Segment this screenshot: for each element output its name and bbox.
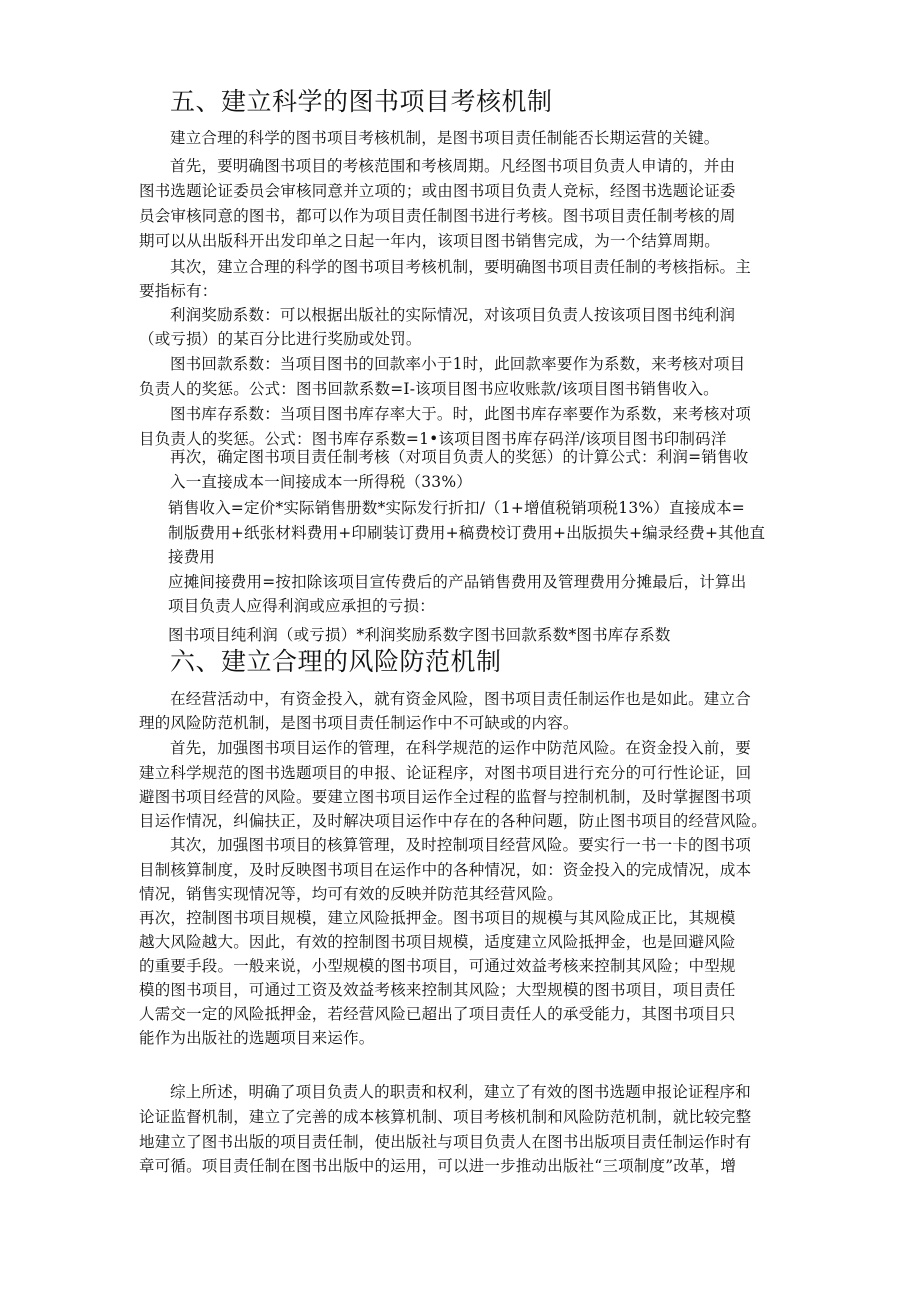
text-line: 其次，建立合理的科学的图书项目考核机制，要明确图书项目责任制的考核指标。主	[170, 258, 751, 276]
text-line: 图书库存系数：当项目图书库存率大于。时，此图书库存率要作为系数，来考核对项	[170, 405, 751, 423]
text-line: 制版费用+纸张材料费用+印刷装订费用+稿费校订费用+出版损失+编录经费+其他直	[168, 524, 766, 542]
text-line: 建立科学规范的图书选题项目的申报、论证程序，对图书项目进行充分的可行性论证，回	[139, 764, 752, 782]
text-line: 情况，销售实现情况等，均可有效的反映并防范其经营风险。	[139, 885, 563, 903]
text-line: 的重要手段。一般来说，小型规模的图书项目，可通过效益考核来控制其风险；中型规	[139, 957, 736, 975]
text-line: 项目负责人应得利润或应承担的亏损：	[168, 597, 435, 615]
text-line: 再次，确定图书项目责任制考核（对项目负责人的奖惩）的计算公式：利润=销售收	[170, 448, 749, 466]
section-6-heading: 六、建立合理的风险防范机制	[170, 647, 502, 676]
text-line: 人需交一定的风险抵押金，若经营风险已超出了项目责任人的承受能力，其图书项目只	[139, 1005, 736, 1023]
text-line: 越大风险越大。因此，有效的控制图书项目规模，适度建立风险抵押金，也是回避风险	[139, 933, 736, 951]
text-line: 销售收入=定价*实际销售册数*实际发行折扣/（1+增值税销项税13%）直接成本=	[168, 499, 745, 517]
text-line: 负责人的奖惩。公式：图书回款系数=I-该项目图书应收账款/该项目图书销售收入。	[139, 380, 719, 398]
text-line: 地建立了图书出版的项目责任制，使出版社与项目负责人在图书出版项目责任制运作时有	[139, 1133, 752, 1151]
text-line: 章可循。项目责任制在图书出版中的运用，可以进一步推动出版社“三项制度”改革，增	[139, 1157, 737, 1175]
text-line: 利润奖励系数：可以根据出版社的实际情况，对该项目负责人按该项目图书纯利润	[170, 306, 736, 324]
text-line: （或亏损）的某百分比进行奖励或处罚。	[139, 330, 422, 348]
text-line: 再次，控制图书项目规模，建立风险抵押金。图书项目的规模与其风险成正比，其规模	[139, 909, 736, 927]
text-line: 图书回款系数：当项目图书的回款率小于1时，此回款率要作为系数，来考核对项目	[170, 355, 746, 373]
text-line: 在经营活动中，有资金投入，就有资金风险，图书项目责任制运作也是如此。建立合	[170, 690, 751, 708]
text-line: 图书项目纯利润（或亏损）*利润奖励系数字图书回款系数*图书库存系数	[168, 626, 671, 644]
text-line: 目运作情况，纠偏扶正，及时解决项目运作中存在的各种问题，防止图书项目的经营风险。	[139, 812, 768, 830]
text-line: 图书选题论证委员会审核同意并立项的；或由图书项目负责人竞标，经图书选题论证委	[139, 182, 736, 200]
text-line: 目负责人的奖惩。公式：图书库存系数=1•该项目图书库存码洋/该项目图书印制码洋	[139, 430, 727, 448]
text-line: 模的图书项目，可通过工资及效益考核来控制其风险；大型规模的图书项目，项目责任	[139, 981, 736, 999]
text-line: 综上所述，明确了项目负责人的职责和权利，建立了有效的图书选题申报论证程序和	[170, 1083, 751, 1101]
text-line: 理的风险防范机制，是图书项目责任制运作中不可缺或的内容。	[139, 714, 579, 732]
text-line: 目制核算制度，及时反映图书项目在运作中的各种情况，如：资金投入的完成情况，成本	[139, 861, 752, 879]
text-line: 首先，要明确图书项目的考核范围和考核周期。凡经图书项目负责人申请的，并由	[170, 157, 736, 175]
text-line: 员会审核同意的图书，都可以作为项目责任制图书进行考核。图书项目责任制考核的周	[139, 207, 736, 225]
text-line: 接费用	[168, 548, 216, 566]
text-line: 能作为出版社的选题项目来运作。	[139, 1029, 375, 1047]
text-line: 入一直接成本一间接成本一所得税（33%）	[170, 473, 472, 491]
section-5-heading: 五、建立科学的图书项目考核机制	[170, 87, 553, 116]
text-line: 建立合理的科学的图书项目考核机制，是图书项目责任制能否长期运营的关键。	[170, 129, 720, 147]
text-line: 要指标有：	[139, 282, 218, 300]
text-line: 首先，加强图书项目运作的管理，在科学规范的运作中防范风险。在资金投入前，要	[170, 739, 751, 757]
text-line: 应摊间接费用=按扣除该项目宣传费后的产品销售费用及管理费用分摊最后，计算出	[168, 573, 747, 591]
text-line: 论证监督机制，建立了完善的成本核算机制、项目考核机制和风险防范机制，就比较完整	[139, 1108, 752, 1126]
text-line: 其次，加强图书项目的核算管理，及时控制项目经营风险。要实行一书一卡的图书项	[170, 836, 751, 854]
text-line: 避图书项目经营的风险。要建立图书项目运作全过程的监督与控制机制，及时掌握图书项	[139, 788, 752, 806]
text-line: 期可以从出版科开出发印单之日起一年内，该项目图书销售完成，为一个结算周期。	[139, 232, 720, 250]
